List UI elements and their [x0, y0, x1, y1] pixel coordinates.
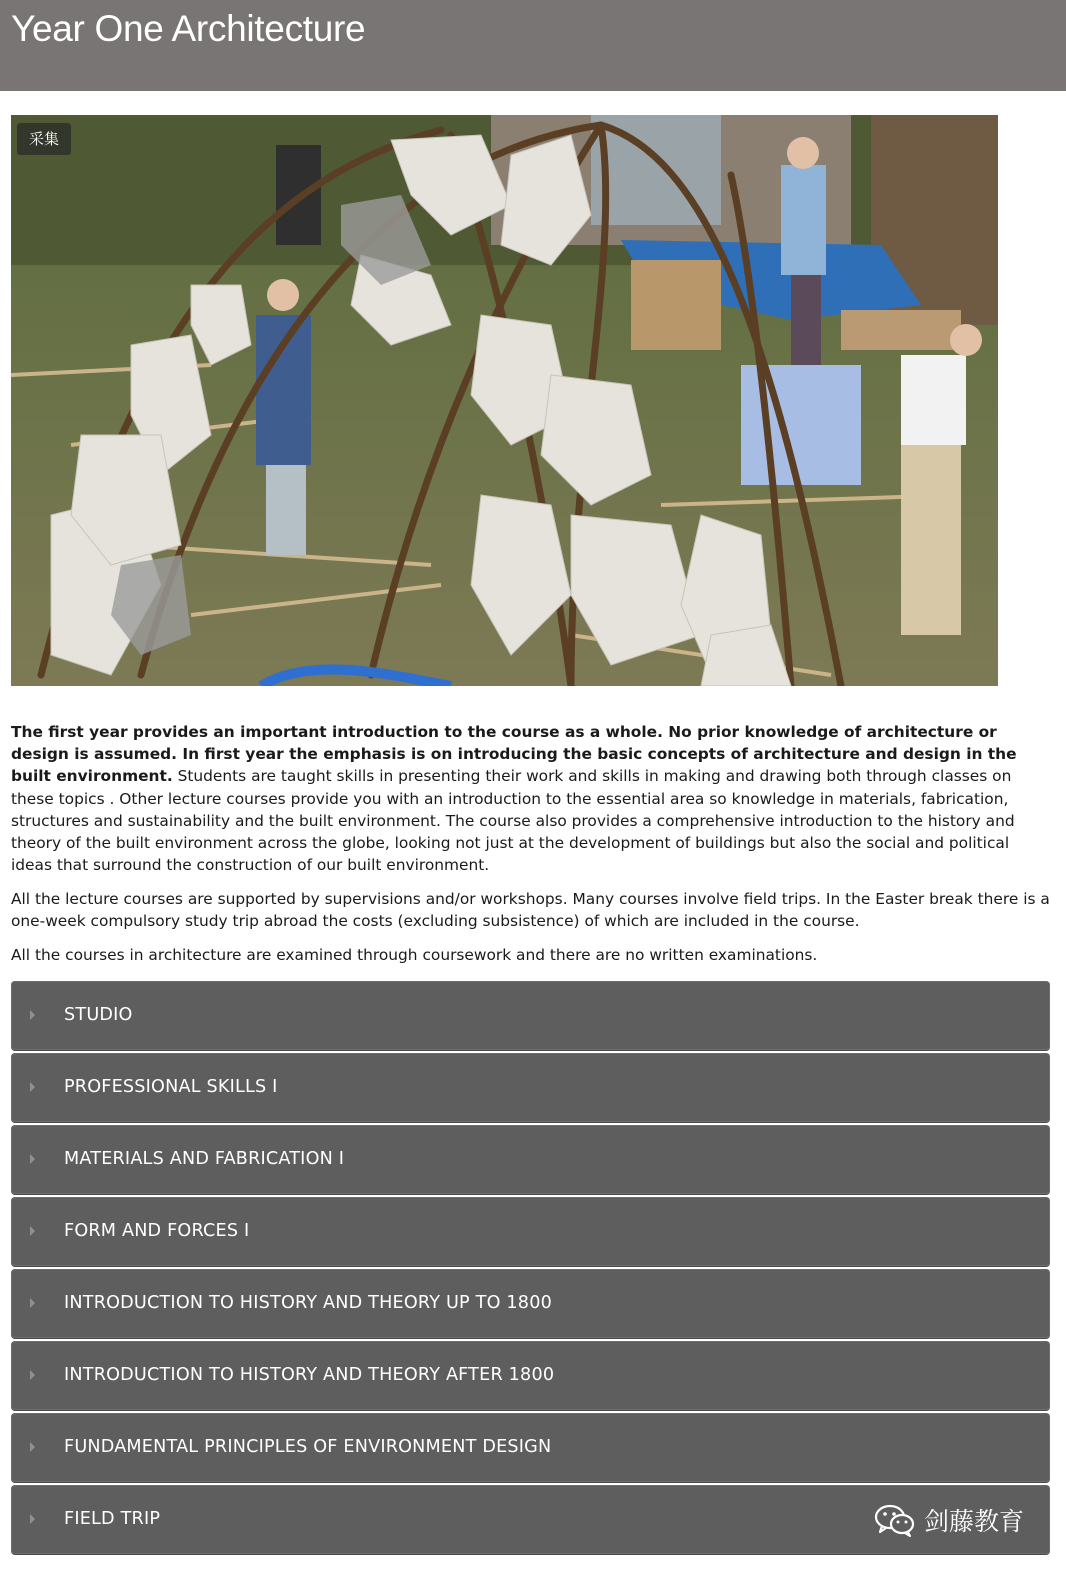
accordion-item-professional-skills[interactable] [11, 1053, 1050, 1122]
accordion-label: STUDIO [64, 1005, 133, 1025]
course-accordion [11, 981, 1050, 1557]
caret-right-icon [30, 1442, 35, 1452]
intro-paragraph-2: All the lecture courses are supported by supervisions and/or workshops. Many courses involve field trips. In the Easter break there is a one-week compulsory study trip abroad the costs (excluding subsistence) of which are included in the course. [11, 890, 1050, 931]
watermark [874, 1500, 1024, 1540]
page-header [0, 0, 1066, 91]
caret-right-icon [30, 1154, 35, 1164]
workshop-scene-illustration [11, 115, 998, 686]
collect-badge[interactable]: 采集 [17, 123, 71, 155]
watermark-text: 剑藤教育 [924, 1507, 1025, 1536]
intro-bold-text: The first year provides an important introduction to the course as a whole. No prior knowledge of architecture or design is assumed. In first year the emphasis is on introducing the basic concepts of architecture and design in the built environment. [11, 723, 1017, 786]
accordion-label: FIELD TRIP [64, 1509, 161, 1529]
page-title: Year One Architecture [11, 8, 366, 49]
accordion-item-environment-design[interactable] [11, 1413, 1050, 1482]
accordion-item-materials-fabrication[interactable] [11, 1125, 1050, 1194]
intro-text [11, 721, 1051, 978]
accordion-item-form-forces[interactable] [11, 1197, 1050, 1266]
accordion-item-history-theory-to-1800[interactable] [11, 1269, 1050, 1338]
caret-right-icon [30, 1370, 35, 1380]
accordion-label: FUNDAMENTAL PRINCIPLES OF ENVIRONMENT DESIGN [64, 1437, 552, 1457]
intro-rest-text: Students are taught skills in presenting their work and skills in making and drawing both through classes on these topics . Other lecture courses provide you with an introduction to the essential area so knowledge in materials, fabrication, structures and sustainability and the built environment. The course also provides a comprehensive introduction to the history and theory of the built environment across the globe, looking not just at the development of buildings but also the social and political ideas that surround the construction of our built environment. [11, 767, 1015, 875]
accordion-label: INTRODUCTION TO HISTORY AND THEORY AFTER 1800 [64, 1365, 555, 1385]
caret-right-icon [30, 1298, 35, 1308]
caret-right-icon [30, 1082, 35, 1092]
intro-paragraph-1 [11, 721, 1051, 876]
accordion-label: PROFESSIONAL SKILLS I [64, 1077, 278, 1097]
caret-right-icon [30, 1514, 35, 1524]
accordion-item-studio[interactable] [11, 981, 1050, 1050]
accordion-label: INTRODUCTION TO HISTORY AND THEORY UP TO 1800 [64, 1293, 552, 1313]
accordion-label: MATERIALS AND FABRICATION I [64, 1149, 345, 1169]
hero-photo [11, 115, 998, 686]
accordion-label: FORM AND FORCES I [64, 1221, 250, 1241]
wechat-icon [874, 1503, 916, 1537]
caret-right-icon [30, 1226, 35, 1236]
intro-paragraph-3: All the courses in architecture are examined through coursework and there are no written examinations. [11, 946, 818, 965]
accordion-item-history-theory-after-1800[interactable] [11, 1341, 1050, 1410]
caret-right-icon [30, 1010, 35, 1020]
